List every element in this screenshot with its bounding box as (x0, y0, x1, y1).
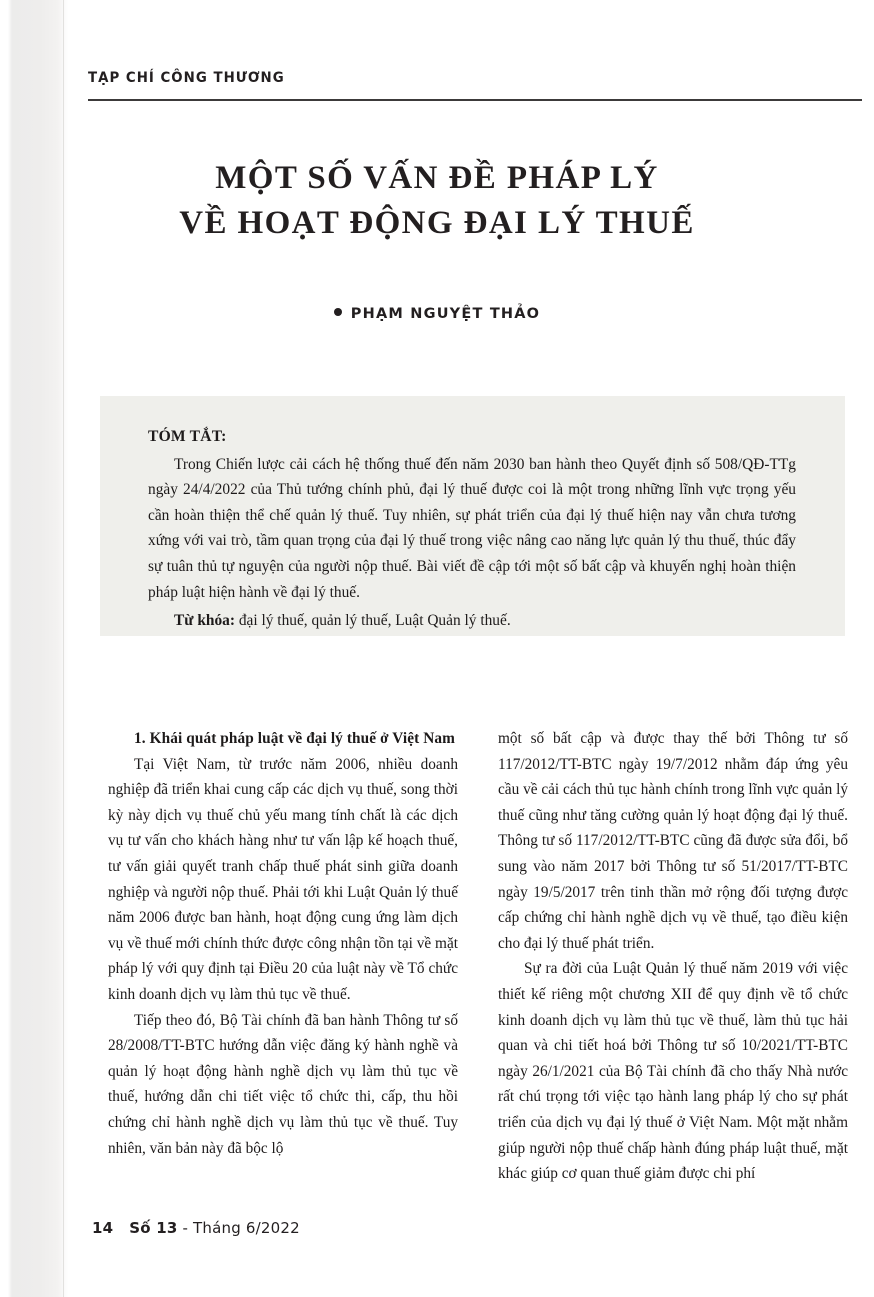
paragraph-right-2: Sự ra đời của Luật Quản lý thuế năm 2019 với việc thiết kế riêng một chương XII để quy định về tổ chức kinh doanh dịch vụ làm thủ tục về thuế, làm thủ tục hải quan và chi tiết hoá bởi Thông tư số 10/2021/TT-BTC ngày 26/1/2021 của Bộ Tài chính đã cho thấy Nhà nước rất chú trọng tới việc tạo hành lang pháp lý cho sự phát triển của dịch vụ đại lý thuế ở Việt Nam. Một mặt nhằm giúp người nộp thuế chấp hành đúng pháp luật thuế, mặt khác giúp cơ quan thuế giảm được chi phí (498, 960, 848, 1183)
section-heading-1: 1. Khái quát pháp luật về đại lý thuế ở Việt Nam (134, 730, 455, 747)
author-name: PHẠM NGUYỆT THẢO (350, 306, 541, 322)
title-line-2: VỀ HOẠT ĐỘNG ĐẠI LÝ THUẾ (179, 205, 695, 241)
abstract-content (148, 424, 796, 634)
page-number: 14 (92, 1219, 114, 1237)
column-left (108, 726, 458, 1161)
page-footer (92, 1219, 300, 1237)
bullet-icon (334, 308, 342, 316)
keywords-label: Từ khóa: (174, 612, 235, 630)
issue-date: - Tháng 6/2022 (177, 1219, 300, 1237)
keywords-value: đại lý thuế, quản lý thuế, Luật Quản lý thuế. (234, 612, 511, 630)
paragraph-right-1: một số bất cập và được thay thế bởi Thông tư số 117/2012/TT-BTC ngày 19/7/2012 nhằm đáp ứng yêu cầu về cải cách thủ tục hành chính trong lĩnh vực quản lý thuế cũng như tăng cường quản lý hoạt động đại lý thuế. Thông tư số 117/2012/TT-BTC cũng đã được sửa đổi, bổ sung vào năm 2017 bởi Thông tư số 51/2017/TT-BTC ngày 19/5/2017 trên tinh thần mở rộng đối tượng được cấp chứng chỉ hành nghề dịch vụ về thuế, tạo điều kiện cho đại lý thuế phát triển. (498, 730, 848, 952)
masthead-rule (88, 99, 862, 101)
author-byline (0, 306, 874, 322)
paragraph-left-1: Tại Việt Nam, từ trước năm 2006, nhiều doanh nghiệp đã triển khai cung cấp các dịch vụ thuế, song thời kỳ này dịch vụ thuế chủ yếu mang tính chất là các dịch vụ tư vấn cho khách hàng như tư vấn lập kế hoạch thuế, tư vấn giải quyết tranh chấp thuế phát sinh giữa doanh nghiệp và người nộp thuế. Phải tới khi Luật Quản lý thuế năm 2006 được ban hành, hoạt động cung ứng làm dịch vụ về thuế mới chính thức được công nhận tồn tại về mặt pháp lý với quy định tại Điều 20 của luật này về Tổ chức kinh doanh dịch vụ làm thủ tục về thuế. (108, 755, 458, 1003)
article-body (108, 726, 848, 1206)
abstract-body: Trong Chiến lược cải cách hệ thống thuế đến năm 2030 ban hành theo Quyết định số 508/QĐ-TTg ngày 24/4/2022 của Thủ tướng chính phủ, đại lý thuế được coi là một trong những lĩnh vực trọng yếu cần hoàn thiện thể chế quản lý thuế. Tuy nhiên, sự phát triển của đại lý thuế hiện nay vẫn chưa tương xứng với vai trò, tầm quan trọng của đại lý thuế trong việc nâng cao năng lực quản lý thu thuế, thúc đẩy sự tuân thủ tự nguyện của người nộp thuế. Bài viết đề cập tới một số bất cập và khuyến nghị hoàn thiện pháp luật hiện hành về đại lý thuế. (148, 455, 796, 601)
column-right (498, 726, 848, 1187)
journal-masthead: TẠP CHÍ CÔNG THƯƠNG (88, 70, 285, 86)
page-title (0, 156, 874, 246)
title-line-1: MỘT SỐ VẤN ĐỀ PHÁP LÝ (215, 160, 659, 196)
issue-label: Số 13 (129, 1219, 178, 1237)
paragraph-left-2: Tiếp theo đó, Bộ Tài chính đã ban hành Thông tư số 28/2008/TT-BTC hướng dẫn việc đăng ký hành nghề và quản lý hoạt động hành nghề dịch vụ làm thủ tục về thuế, hướng dẫn chi tiết việc tổ chức thi, cấp, thu hồi chứng chỉ hành nghề dịch vụ làm thủ tục về thuế. Tuy nhiên, văn bản này đã bộc lộ (108, 1011, 458, 1157)
abstract-keywords (148, 608, 796, 634)
abstract-heading: TÓM TẮT: (148, 428, 227, 445)
